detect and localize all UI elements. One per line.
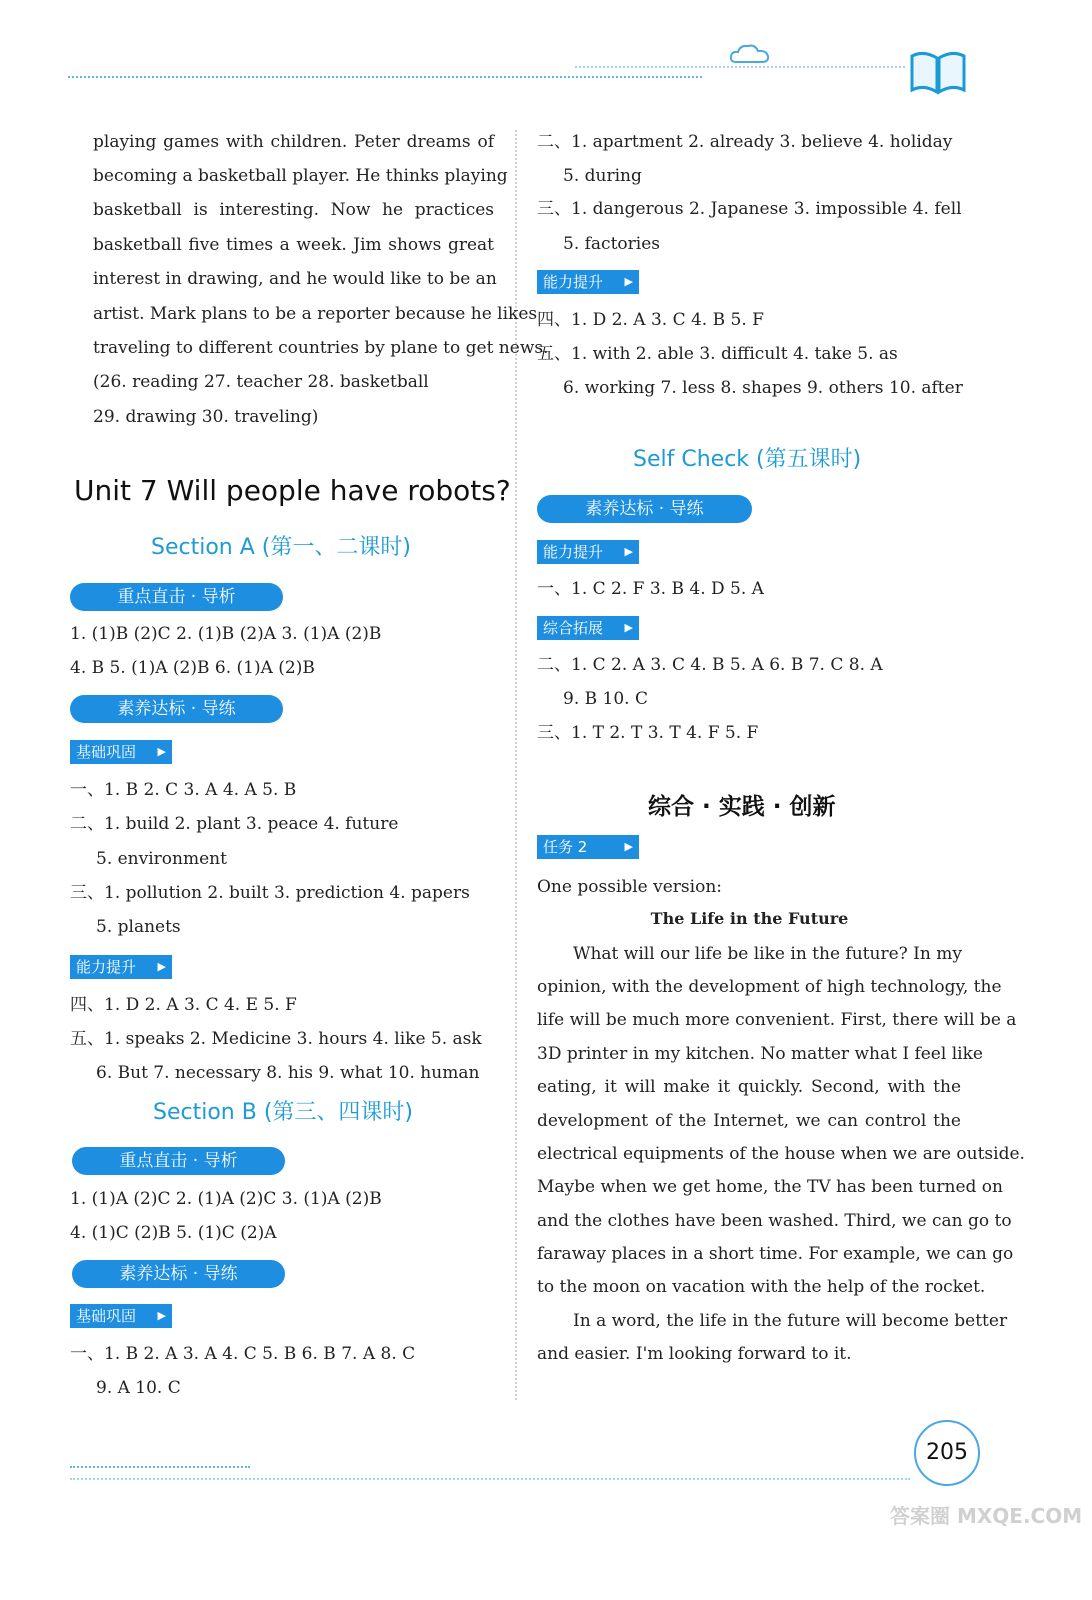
answer-line: 6. But 7. necessary 8. his 9. what 10. human [96,1063,480,1083]
answer-line: 5. during [563,166,642,186]
para-line: traveling to different countries by plane to get news. [93,338,549,358]
header-dotted-line [68,76,702,78]
tag-basics: 基础巩固 ▶ [70,1304,172,1328]
pill-practice: 素养达标 · 导练 [70,695,283,723]
section-b-title: Section B (第三、四课时) [153,1100,413,1125]
essay-line: to the moon on vacation with the help of the rocket. [537,1277,986,1297]
essay-line: faraway places in a short time. For example, we can go [537,1244,1014,1264]
watermark: 答案圈 MXQE.COM [890,1504,1083,1528]
answer-line: 5. environment [96,849,227,869]
tag-task: 任务 2 ▶ [537,835,639,859]
pill-key-analysis: 重点直击 · 导析 [72,1147,285,1175]
answer-line: 二、1. build 2. plant 3. peace 4. future [70,814,399,834]
answer-line: 5. factories [563,234,660,254]
para-line: becoming a basketball player. He thinks playing [93,166,508,186]
cloud-icon [728,42,772,66]
essay-line: and the clothes have been washed. Third, we can go to [537,1211,1012,1231]
answer-line: 1. (1)B (2)C 2. (1)B (2)A 3. (1)A (2)B [70,624,382,644]
answer-line: 一、1. B 2. C 3. A 4. A 5. B [70,780,297,800]
open-book-icon [908,48,968,96]
answer-line: 1. (1)A (2)C 2. (1)A (2)C 3. (1)A (2)B [70,1189,382,1209]
answer-line: 6. working 7. less 8. shapes 9. others 10. after [563,378,963,398]
essay-line: In a word, the life in the future will become better [573,1311,1008,1331]
para-line: basketball five times a week. Jim shows great [93,235,494,255]
essay-line: and easier. I'm looking forward to it. [537,1344,852,1364]
practice-title: 综合 · 实践 · 创新 [648,794,836,820]
answer-line: 二、1. apartment 2. already 3. believe 4. holiday [537,132,953,152]
pill-practice: 素养达标 · 导练 [537,495,752,523]
answer-line: 五、1. speaks 2. Medicine 3. hours 4. like 5. ask [70,1029,482,1049]
answer-line: 二、1. C 2. A 3. C 4. B 5. A 6. B 7. C 8. A [537,655,883,675]
tag-basics: 基础巩固 ▶ [70,740,172,764]
answer-line: 三、1. pollution 2. built 3. prediction 4. papers [70,883,470,903]
essay-line: 3D printer in my kitchen. No matter what I feel like [537,1044,983,1064]
answer-line: 四、1. D 2. A 3. C 4. E 5. F [70,995,297,1015]
answer-line: 三、1. T 2. T 3. T 4. F 5. F [537,723,759,743]
answer-line: (26. reading 27. teacher 28. basketball [93,372,429,392]
para-line: artist. Mark plans to be a reporter because he likes [93,304,538,324]
tag-ability: 能力提升 ▶ [537,540,639,564]
answer-line: 五、1. with 2. able 3. difficult 4. take 5. as [537,344,898,364]
answer-line: 9. A 10. C [96,1378,181,1398]
unit-title: Unit 7 Will people have robots? [74,474,511,507]
essay-title: The Life in the Future [650,909,849,928]
section-a-title: Section A (第一、二课时) [151,535,411,560]
essay-line: electrical equipments of the house when we are outside. [537,1144,1025,1164]
para-line: interest in drawing, and he would like to be an [93,269,497,289]
page-number: 205 [926,1440,968,1465]
answer-line: 4. (1)C (2)B 5. (1)C (2)A [70,1223,277,1243]
essay-line: Maybe when we get home, the TV has been turned on [537,1177,1003,1197]
essay-line: What will our life be like in the future? In my [573,944,962,964]
para-line: playing games with children. Peter dreams of [93,132,494,152]
answer-line: 四、1. D 2. A 3. C 4. B 5. F [537,310,764,330]
tag-ability: 能力提升 ▶ [70,955,172,979]
essay-line: development of the Internet, we can control the [537,1111,961,1131]
answer-line: 三、1. dangerous 2. Japanese 3. impossible 4. fell [537,199,962,219]
self-check-title: Self Check (第五课时) [633,447,862,472]
pill-practice: 素养达标 · 导练 [72,1260,285,1288]
tag-extension: 综合拓展 ▶ [537,616,639,640]
para-line: basketball is interesting. Now he practices [93,200,494,220]
pill-key-analysis: 重点直击 · 导析 [70,583,283,611]
answer-line: 一、1. C 2. F 3. B 4. D 5. A [537,579,764,599]
essay-line: life will be much more convenient. First, there will be a [537,1010,1017,1030]
answer-line: 9. B 10. C [563,689,648,709]
essay-line: opinion, with the development of high technology, the [537,977,1002,997]
version-label: One possible version: [537,877,722,897]
answer-line: 一、1. B 2. A 3. A 4. C 5. B 6. B 7. A 8. C [70,1344,416,1364]
tag-ability: 能力提升 ▶ [537,270,639,294]
answer-line: 5. planets [96,917,181,937]
footer-dotted-line [70,1478,910,1480]
header-dotted-line-upper [575,66,905,68]
footer-dotted-line-left [70,1466,250,1468]
answer-line: 4. B 5. (1)A (2)B 6. (1)A (2)B [70,658,315,678]
essay-line: eating, it will make it quickly. Second, with the [537,1077,961,1097]
answer-line: 29. drawing 30. traveling) [93,407,319,427]
